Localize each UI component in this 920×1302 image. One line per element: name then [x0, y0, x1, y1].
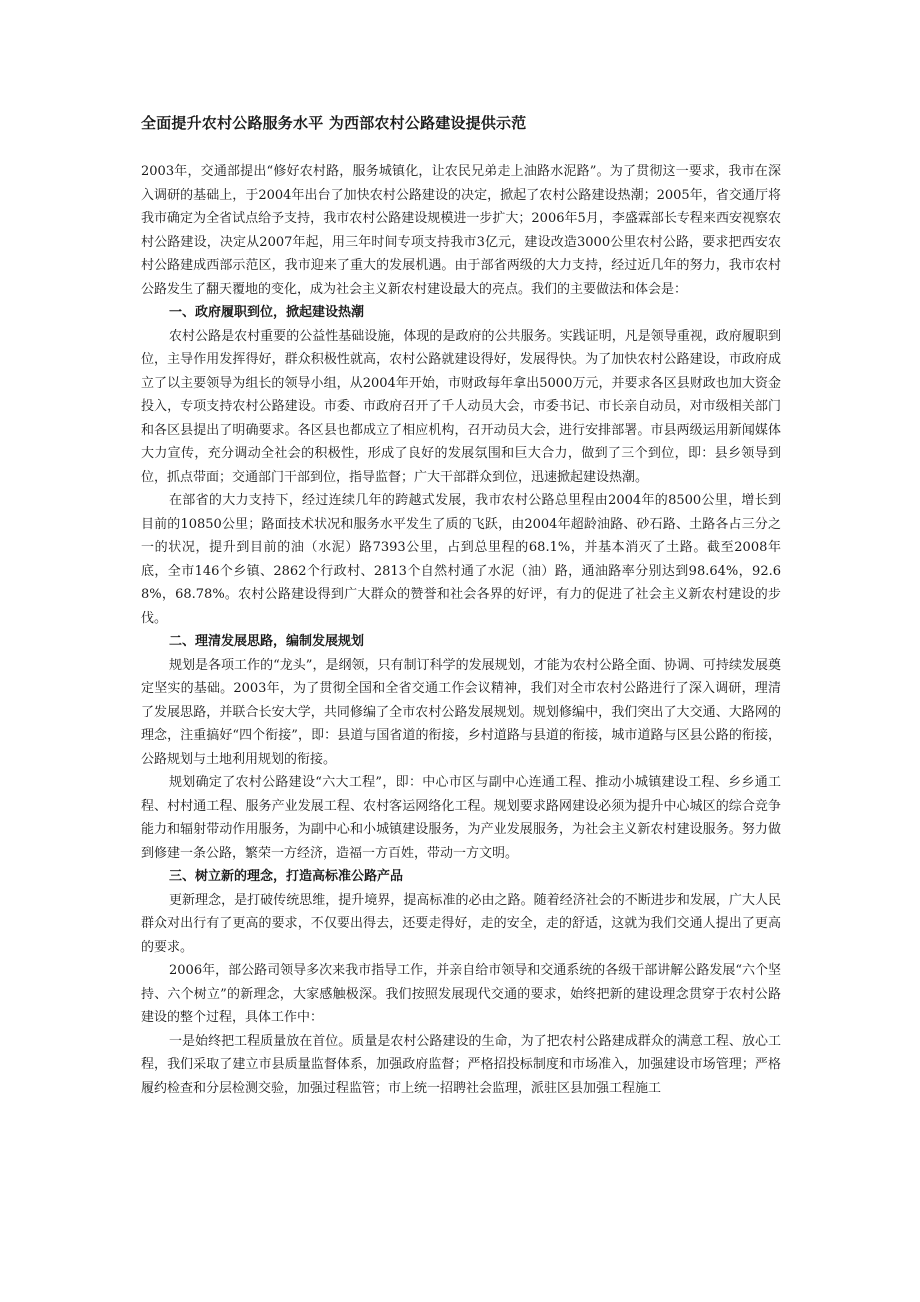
section-3	[141, 865, 781, 1100]
section-paragraph: 更新理念，是打破传统思维，提升境界，提高标准的必由之路。随着经济社会的不断进步和发展，广大人民群众对出行有了更高的要求，不仅要出得去，还要走得好，走的安全，走的舒适，这就为我们交通人提出了更高的要求。	[141, 892, 781, 955]
section-paragraph: 规划确定了农村公路建设“六大工程”，即：中心市区与副中心连通工程、推动小城镇建设工程、乡乡通工程、村村通工程、服务产业发展工程、农村客运网络化工程。规划要求路网建设必须为提升中心城区的综合竞争能力和辐射带动作用服务，为副中心和小城镇建设服务，为产业发展服务，为社会主义新农村建设服务。努力做到修建一条公路，繁荣一方经济，造福一方百姓，带动一方文明。	[141, 775, 781, 861]
section-heading: 三、树立新的理念，打造高标准公路产品	[169, 869, 404, 884]
section-paragraph: 在部省的大力支持下，经过连续几年的跨越式发展，我市农村公路总里程由2004年的8500公里，增长到目前的10850公里；路面技术状况和服务水平发生了质的飞跃，由2004年超龄油路、砂石路、土路各占三分之一的状况，提升到目前的油（水泥）路7393公里，占到总里程的68.1%，并基本消灭了土路。截至2008年底，全市146个乡镇、2862个行政村、2813个自然村通了水泥（油）路，通油路率分别达到98.64%，92.68%，68.78%。农村公路建设得到广大群众的赞誉和社会各界的好评，有力的促进了社会主义新农村建设的步伐。	[141, 493, 781, 626]
section-2	[141, 630, 781, 865]
section-heading: 一、政府履职到位，掀起建设热潮	[169, 305, 365, 320]
section-paragraph: 农村公路是农村重要的公益性基础设施，体现的是政府的公共服务。实践证明，凡是领导重视，政府履职到位，主导作用发挥得好，群众积极性就高，农村公路就建设得好，发展得快。为了加快农村公路建设，市政府成立了以主要领导为组长的领导小组，从2004年开始，市财政每年拿出5000万元，并要求各区县财政也加大资金投入，专项支持农村公路建设。市委、市政府召开了千人动员大会，市委书记、市长亲自动员，对市级相关部门和各区县提出了明确要求。各区县也都成立了相应机构，召开动员大会，进行安排部署。市县两级运用新闻媒体大力宣传，充分调动全社会的积极性，形成了良好的发展氛围和巨大合力，做到了三个到位，即：县乡领导到位，抓点带面；交通部门干部到位，指导监督；广大干部群众到位，迅速掀起建设热潮。	[141, 328, 781, 485]
section-1	[141, 301, 781, 630]
document-page	[141, 112, 781, 1100]
intro-paragraph: 2003年，交通部提出“修好农村路，服务城镇化，让农民兄弟走上油路水泥路”。为了贯彻这一要求，我市在深入调研的基础上，于2004年出台了加快农村公路建设的决定，掀起了农村公路建设热潮；2005年，省交通厅将我市确定为全省试点给予支持，我市农村公路建设规模进一步扩大；2006年5月，李盛霖部长专程来西安视察农村公路建设，决定从2007年起，用三年时间专项支持我市3亿元，建设改造3000公里农村公路，要求把西安农村公路建成西部示范区，我市迎来了重大的发展机遇。由于部省两级的大力支持，经过近几年的努力，我市农村公路发生了翻天覆地的变化，成为社会主义新农村建设最大的亮点。我们的主要做法和体会是：	[141, 164, 781, 297]
section-heading: 二、理清发展思路，编制发展规划	[169, 634, 365, 649]
section-paragraph: 一是始终把工程质量放在首位。质量是农村公路建设的生命，为了把农村公路建成群众的满意工程、放心工程，我们采取了建立市县质量监督体系，加强政府监督；严格招投标制度和市场准入，加强建设市场管理；严格履约检查和分层检测交验，加强过程监管；市上统一招聘社会监理，派驻区县加强工程施工	[141, 1033, 781, 1096]
document-title: 全面提升农村公路服务水平 为西部农村公路建设提供示范	[141, 114, 527, 132]
section-paragraph: 规划是各项工作的“龙头”，是纲领，只有制订科学的发展规划，才能为农村公路全面、协调、可持续发展奠定坚实的基础。2003年，为了贯彻全国和全省交通工作会议精神，我们对全市农村公路进行了深入调研，理清了发展思路，并联合长安大学，共同修编了全市农村公路发展规划。规划修编中，我们突出了大交通、大路网的理念，注重搞好“四个衔接”，即：县道与国省道的衔接，乡村道路与县道的衔接，城市道路与区县公路的衔接，公路规划与土地利用规划的衔接。	[141, 657, 781, 767]
section-paragraph: 2006年，部公路司领导多次来我市指导工作，并亲自给市领导和交通系统的各级干部讲解公路发展“六个坚持、六个树立”的新理念，大家感触极深。我们按照发展现代交通的要求，始终把新的建设理念贯穿于农村公路建设的整个过程，具体工作中：	[141, 963, 781, 1025]
